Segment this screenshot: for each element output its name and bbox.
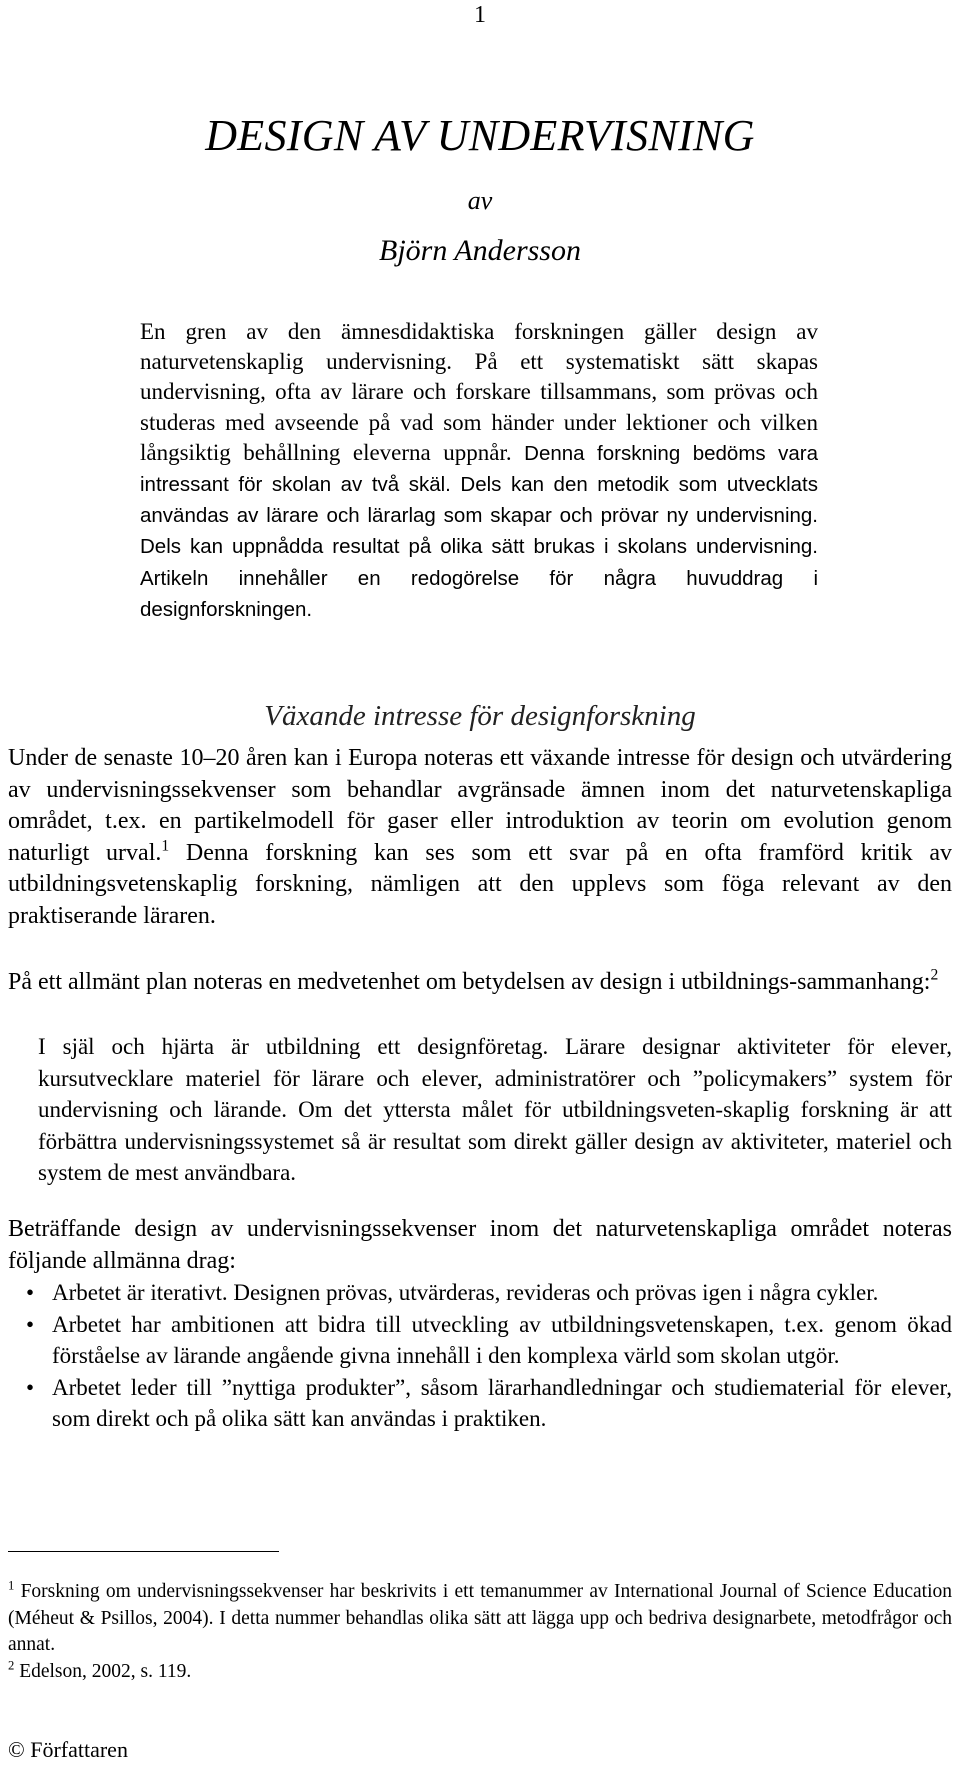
byline: av: [467, 186, 493, 215]
list-item: [22, 1372, 952, 1435]
author-name: Björn Andersson: [379, 234, 581, 267]
footnote-divider: [8, 1551, 279, 1552]
footnote-text: Edelson, 2002, s. 119.: [14, 1660, 192, 1682]
abstract-part-2: Denna forskning bedöms vara intressant för skolan av två skäl. Dels kan den metodik som utvecklats användas av lärare och lärarlag som skapar och prövar ny undervisning. Dels kan uppnådda resultat på olika sätt brukas i skolans undervisning. Artikeln innehåller en redogörelse för några huvuddrag i designforskningen.: [140, 441, 818, 621]
footnote-number: 2: [8, 1657, 15, 1672]
copyright-notice: © Författaren: [8, 1737, 128, 1762]
footnote-2: [8, 1659, 952, 1686]
paragraph-2-text: På ett allmänt plan noteras en medvetenhet om betydelsen av design i utbildnings-sammanhang:: [8, 969, 931, 995]
paragraph-2: [8, 967, 952, 999]
bullet-icon: •: [26, 1280, 35, 1305]
list-item: [22, 1309, 952, 1372]
footnote-ref-1: 1: [161, 837, 170, 855]
footnote-1: [8, 1579, 952, 1659]
footnote-ref-2: 2: [930, 966, 939, 984]
list-item: [22, 1277, 952, 1309]
abstract-part-1: En gren av den ämnesdidaktiska forskningen gäller design av naturvetenskaplig undervisning. På ett systematiskt sätt skapas undervisning, ofta av lärare och forskare tillsammans, som prövas och studeras med avseende på vad som händer under lektioner och vilken långsiktig behållning eleverna uppnår.: [140, 319, 818, 465]
bullet-list: [22, 1277, 952, 1435]
section-heading: Växande intresse för designforskning: [264, 700, 696, 732]
footnotes: [8, 1579, 952, 1685]
bullet-icon: •: [26, 1311, 35, 1337]
paragraph-1-text-a: Under de senaste 10–20 åren kan i Europa noteras ett växande intresse för design och utvärdering av undervisningssekvenser som behandlar avgränsade ämnen inom det naturvetenskapliga området, t.ex. en partikelmodell för gaser eller introduktion av teorin om evolution genom naturligt urval.: [8, 745, 952, 866]
list-item-text: Arbetet leder till ”nyttiga produkter”, såsom lärarhandledningar och studiematerial för elever, som direkt och på olika sätt kan användas i praktiken.: [52, 1374, 952, 1431]
block-quote: I själ och hjärta är utbildning ett designföretag. Lärare designar aktiviteter för elever, kursutvecklare materiel för lärare och elever, administratörer och ”policymakers” system för undervisning och lärande. Om det yttersta målet för utbildningsveten-skaplig forskning är att förbättra undervisningssystemet så är resultat som direkt gäller design av aktiviteter, materiel och system de mest användbara.: [38, 1034, 952, 1185]
bullet-icon: •: [26, 1374, 35, 1400]
paragraph-1: [8, 743, 952, 932]
paragraph-3: Beträffande design av undervisningssekvenser inom det naturvetenskapliga området noteras följande allmänna drag:: [8, 1216, 952, 1274]
paragraph-1-text-b: Denna forskning kan ses som ett svar på en ofta framförd kritik av utbildningsvetenskaplig forskning, nämligen att den upplevs som föga relevant av den praktiserande läraren.: [8, 839, 952, 929]
list-item-text: Arbetet har ambitionen att bidra till utveckling av utbildningsvetenskapen, t.ex. genom ökad förståelse av lärande angående givna innehåll i den komplexa värld som skolan utgör.: [52, 1311, 952, 1368]
footnote-number: 1: [8, 1578, 15, 1593]
page-number: 1: [474, 2, 486, 28]
footnote-text: Forskning om undervisningssekvenser har beskrivits i ett temanummer av International Journal of Science Education (Méheut & Psillos, 2004). I detta nummer behandlas olika sätt att lägga upp och bedriva designarbete, metodfrågor och annat.: [8, 1581, 952, 1655]
abstract: [140, 317, 818, 625]
document-title: DESIGN AV UNDERVISNING: [205, 111, 755, 160]
list-item-text: Arbetet är iterativt. Designen prövas, utvärderas, revideras och prövas igen i några cykler.: [52, 1280, 879, 1305]
